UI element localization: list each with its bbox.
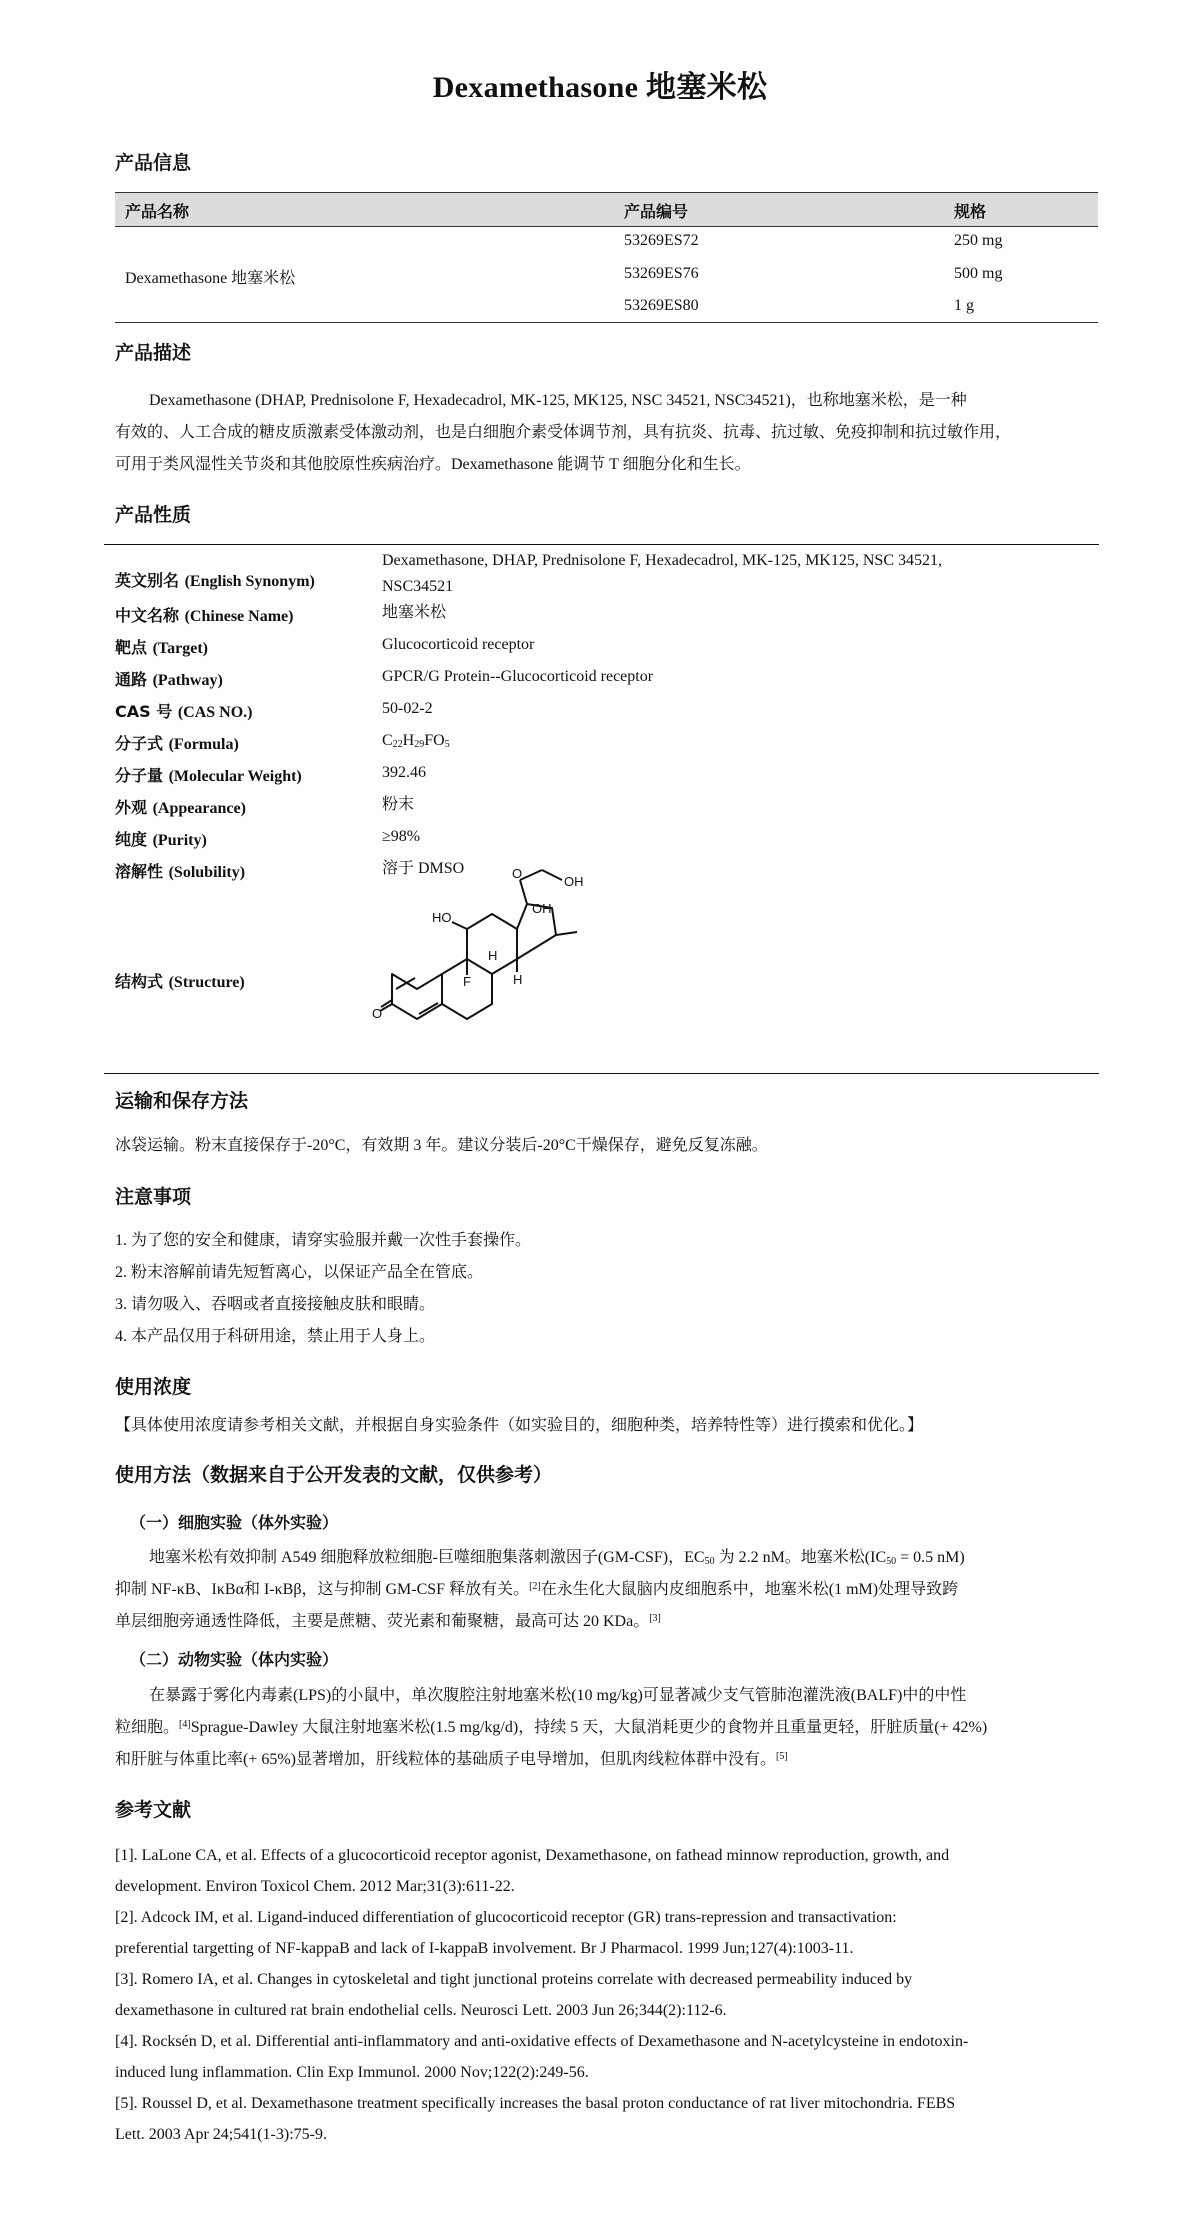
description-line: 有效的、人工合成的糖皮质激素受体激动剂，也是白细胞介素受体调节剂，具有抗炎、抗毒、抗过敏、免疫抑制和抗过敏作用，	[115, 424, 1012, 441]
property-label: 英文别名 (English Synonym)	[115, 571, 315, 590]
atom-label: H	[513, 972, 523, 987]
section-heading-description: 产品描述	[115, 342, 192, 364]
size-cell: 1 g	[954, 297, 974, 314]
property-label: 结构式 (Structure)	[115, 972, 245, 991]
paragraph-line: 单层细胞旁通透性降低，主要是蔗糖、荧光素和葡聚糖，最高可达 20 KDa。[3]	[115, 1613, 661, 1630]
property-label: 中文名称 (Chinese Name)	[115, 606, 294, 625]
table-body	[115, 227, 1098, 323]
reference-item: [5]. Roussel D, et al. Dexamethasone treatment specifically increases the basal proton conductance of rat liver mitochondria. FEBS Lett. 2003 Apr 24;541(1-3):75-9.	[115, 2095, 956, 2143]
section-heading-concentration: 使用浓度	[115, 1376, 192, 1398]
description-line: Dexamethasone (DHAP, Prednisolone F, Hexadecadrol, MK-125, MK125, NSC 34521, NSC34521)，也称地塞米松，是一种	[149, 392, 967, 409]
paragraph-line: 地塞米松有效抑制 A549 细胞释放粒细胞-巨噬细胞集落刺激因子(GM-CSF)，$EC_{50}$ 为 2.2 nM。地塞米松($IC_{50} = 0.5$ nM)	[149, 1549, 965, 1567]
formula-value: $C_{22}H_{29}FO_5$	[382, 732, 450, 750]
atom-label: H	[488, 948, 498, 963]
subsection-heading-animal: （二）动物实验（体内实验）	[130, 1650, 339, 1669]
reference-item: [1]. LaLone CA, et al. Effects of a glucocorticoid receptor agonist, Dexamethasone, on fathead minnow reproduction, growth, and development. Environ Toxicol Chem. 2012 Mar;31(3):611-22.	[115, 1847, 950, 1895]
list-item: 3. 请勿吸入、吞咽或者直接接触皮肤和眼睛。	[115, 1296, 436, 1313]
property-label: 溶解性 (Solubility)	[115, 862, 246, 881]
reference-item: [2]. Adcock IM, et al. Ligand-induced differentiation of glucocorticoid receptor (GR) trans-repression and transactivation: preferential targetting of NF-kappaB and lack of I-kappaB involvement. Br J Pharmacol. 1999 Jun;127(4):1003-11.	[115, 1909, 897, 1957]
page-title: Dexamethasone 地塞米松	[432, 71, 768, 104]
size-cell: 250 mg	[954, 232, 1003, 249]
property-value: 粉末	[382, 796, 415, 813]
structure-atom-labels	[372, 866, 584, 1021]
property-label: 分子量 (Molecular Weight)	[115, 766, 302, 785]
property-label: 分子式 (Formula)	[115, 734, 239, 753]
atom-label: OH	[532, 901, 552, 916]
property-value: 溶于 DMSO	[382, 860, 465, 877]
header-product-name: 产品名称	[125, 202, 190, 221]
atom-label: OH	[564, 874, 584, 889]
description-line: 可用于类风湿性关节炎和其他胶原性疾病治疗。Dexamethasone 能调节 T 细胞分化和生长。	[115, 456, 751, 473]
property-value: Glucocorticoid receptor	[382, 636, 535, 653]
code-cell: 53269ES72	[624, 232, 699, 249]
header-product-code: 产品编号	[624, 202, 689, 221]
paragraph-line: 抑制 NF-κB、IκBα和 I-κBβ，这与抑制 GM-CSF 释放有关。[2]在永生化大鼠脑内皮细胞系中，地塞米松(1 mM)处理导致跨	[115, 1581, 959, 1598]
table-header	[115, 192, 1098, 227]
property-value: 392.46	[382, 764, 426, 781]
property-label: 外观 (Appearance)	[115, 798, 246, 817]
notes-list	[115, 1225, 531, 1353]
header-size: 规格	[954, 202, 987, 221]
code-cell: 53269ES80	[624, 297, 699, 314]
list-item: 1. 为了您的安全和健康，请穿实验服并戴一次性手套操作。	[115, 1232, 532, 1249]
property-label: 靶点 (Target)	[115, 638, 208, 657]
code-cell: 53269ES76	[624, 265, 699, 282]
concentration-text: 【具体使用浓度请参考相关文献，并根据自身实验条件（如实验目的，细胞种类，培养特性等）进行摸索和优化。】	[115, 1417, 924, 1434]
property-label: 通路 (Pathway)	[115, 670, 223, 689]
list-item: 2. 粉末溶解前请先短暂离心，以保证产品全在管底。	[115, 1264, 484, 1281]
atom-label: HO	[432, 910, 452, 925]
atom-label: O	[512, 866, 523, 881]
reference-item: [3]. Romero IA, et al. Changes in cytoskeletal and tight junctional proteins correlate with decreased permeability induced by dexamethasone in cultured rat brain endothelial cells. Neurosci Lett. 2003 Jun 26;344(2):112-6.	[115, 1971, 913, 2019]
subsection-heading-cell: （一）细胞实验（体外实验）	[130, 1513, 339, 1532]
list-item: 4. 本产品仅用于科研用途，禁止用于人身上。	[115, 1328, 436, 1345]
reference-item: [4]. Rocksén D, et al. Differential anti-inflammatory and anti-oxidative effects of Dexamethasone and N-acetylcysteine in endotoxin- induced lung inflammation. Clin Exp Immunol. 2000 Nov;122(2):249-56.	[115, 2033, 969, 2081]
product-name-cell: Dexamethasone 地塞米松	[125, 270, 296, 287]
description-paragraph	[115, 385, 1097, 481]
property-value: ≥98%	[382, 828, 421, 845]
section-heading-properties: 产品性质	[115, 504, 192, 526]
section-heading-notes: 注意事项	[115, 1186, 192, 1208]
atom-label: F	[463, 974, 471, 989]
section-heading-storage: 运输和保存方法	[115, 1090, 249, 1112]
references-list	[115, 1840, 1100, 2150]
property-value: GPCR/G Protein--Glucocorticoid receptor	[382, 668, 654, 685]
product-info-table	[115, 192, 1098, 323]
paragraph-line: 粒细胞。[4]Sprague-Dawley 大鼠注射地塞米松(1.5 mg/kg/d)，持续 5 天，大鼠消耗更少的食物并且重量更轻，肝脏质量(+ 42%)	[115, 1719, 988, 1736]
property-value: 50-02-2	[382, 700, 433, 717]
paragraph-line: 在暴露于雾化内毒素(LPS)的小鼠中，单次腹腔注射地塞米松(10 mg/kg)可显著减少支气管肺泡灌洗液(BALF)中的中性	[149, 1687, 967, 1704]
storage-text: 冰袋运输。粉末直接保存于-20°C，有效期 3 年。建议分装后-20°C干燥保存，避免反复冻融。	[115, 1137, 768, 1154]
property-value: 地塞米松	[382, 604, 447, 621]
property-value: Dexamethasone, DHAP, Prednisolone F, Hexadecadrol, MK-125, MK125, NSC 34521, NSC34521	[382, 552, 942, 595]
structure-bonds	[380, 870, 577, 1019]
section-heading-usage: 使用方法（数据来自于公开发表的文献，仅供参考）	[115, 1464, 553, 1486]
animal-experiment-paragraph	[115, 1680, 1097, 1776]
cell-experiment-paragraph	[115, 1542, 1097, 1638]
section-heading-product-info: 产品信息	[115, 152, 192, 174]
paragraph-line: 和肝脏与体重比率(+ 65%)显著增加，肝线粒体的基础质子电导增加，但肌肉线粒体群中没有。[5]	[115, 1751, 788, 1768]
size-cell: 500 mg	[954, 265, 1003, 282]
property-label: 纯度 (Purity)	[115, 830, 207, 849]
property-label: CAS 号 (CAS NO.)	[115, 702, 253, 721]
section-heading-references: 参考文献	[115, 1799, 192, 1821]
atom-label: O	[372, 1006, 383, 1021]
